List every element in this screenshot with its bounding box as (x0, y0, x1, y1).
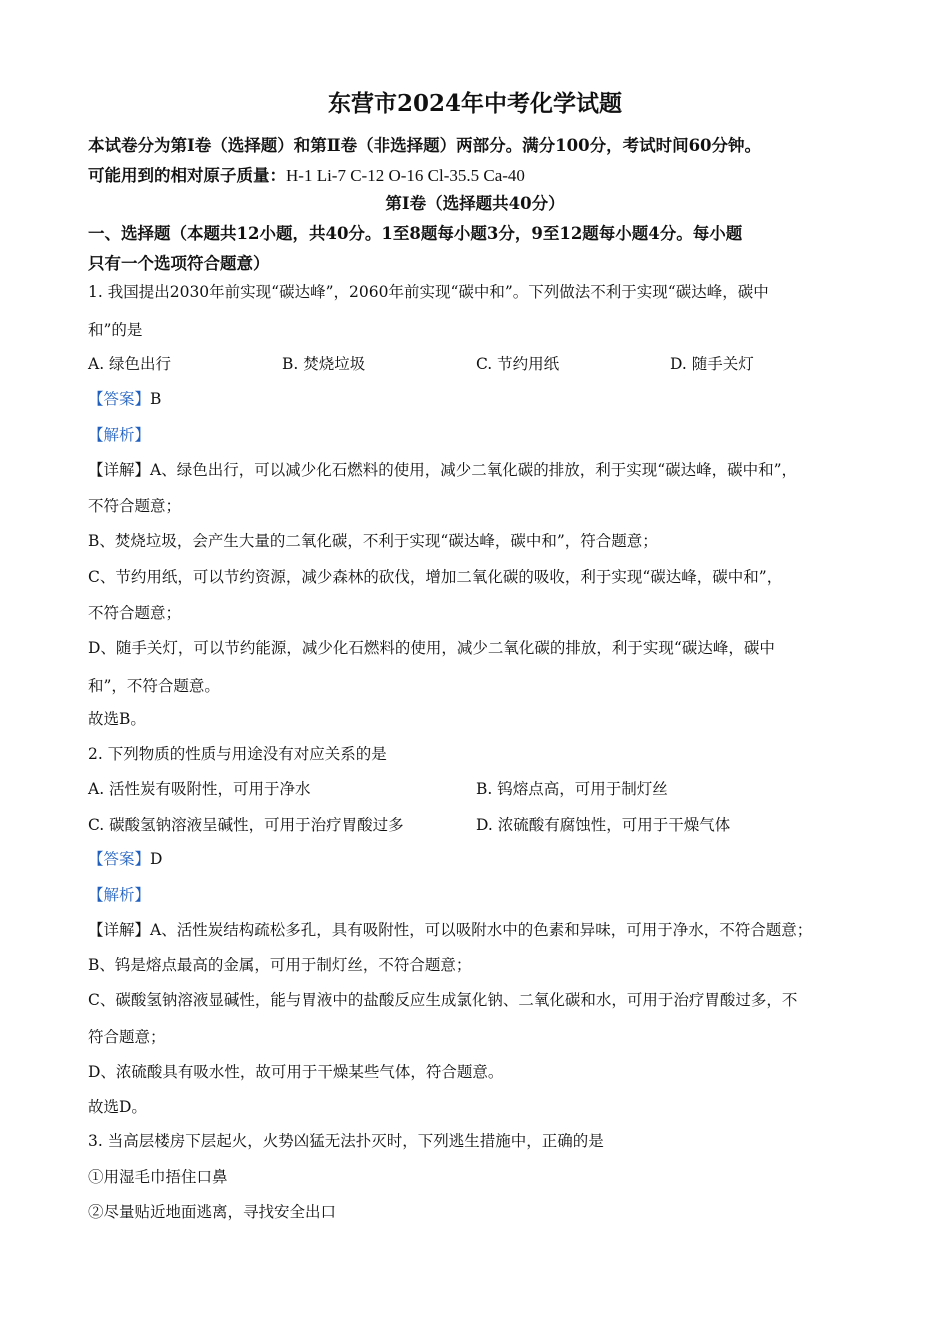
q2-option-c: C. 碳酸氢钠溶液呈碱性，可用于治疗胃酸过多 (88, 816, 404, 834)
q1-detail-a2: 不符合题意； (88, 497, 182, 515)
atomic-mass-line (88, 165, 525, 187)
detail-tag: 【详解】 (88, 461, 151, 479)
q2-detail-c2: 符合题意； (88, 1028, 166, 1046)
q2-answer-value: D (150, 850, 163, 868)
atomic-mass-values: H-1 Li-7 C-12 O-16 Cl-35.5 Ca-40 (286, 166, 525, 185)
q1-detail-d2: 和”，不符合题意。 (88, 677, 220, 695)
analysis-tag: 【解析】 (88, 886, 151, 904)
q2-option-b: B. 钨熔点高，可用于制灯丝 (476, 780, 668, 798)
q2-detail-a (88, 919, 812, 941)
q2-option-d: D. 浓硫酸有腐蚀性，可用于干燥气体 (476, 816, 731, 834)
q2-stem: 2. 下列物质的性质与用途没有对应关系的是 (88, 745, 387, 763)
q1-detail-a1-text: A、绿色出行，可以减少化石燃料的使用，减少二氧化碳的排放，利于实现“碳达峰，碳中和”， (150, 461, 798, 479)
q3-item-1: ①用湿毛巾捂住口鼻 (88, 1168, 228, 1186)
page-title: 东营市2024年中考化学试题 (327, 90, 622, 117)
atomic-mass-label: 可能用到的相对原子质量： (88, 166, 286, 185)
q2-option-a: A. 活性炭有吸附性，可用于净水 (88, 780, 311, 798)
q1-option-a: A. 绿色出行 (88, 355, 172, 373)
q1-detail-b: B、焚烧垃圾，会产生大量的二氧化碳，不利于实现“碳达峰，碳中和”，符合题意； (88, 532, 658, 550)
q2-detail-b: B、钨是熔点最高的金属，可用于制灯丝，不符合题意； (88, 956, 472, 974)
q2-detail-c1: C、碳酸氢钠溶液显碱性，能与胃液中的盐酸反应生成氯化钠、二氧化碳和水，可用于治疗胃酸过多，不 (88, 991, 798, 1009)
q1-detail-c2: 不符合题意； (88, 604, 182, 622)
q2-detail-d: D、浓硫酸具有吸水性，故可用于干燥某些气体，符合题意。 (88, 1063, 504, 1081)
q2-analysis (88, 884, 150, 906)
section-title: 第I卷（选择题共40分） (385, 194, 565, 213)
analysis-tag: 【解析】 (88, 426, 151, 444)
q1-option-d: D. 随手关灯 (670, 355, 754, 373)
q1-detail-d1: D、随手关灯，可以节约能源，减少化石燃料的使用，减少二氧化碳的排放，利于实现“碳达峰，碳中 (88, 639, 775, 657)
exam-intro: 本试卷分为第I卷（选择题）和第Ⅱ卷（非选择题）两部分。满分100分，考试时间60分钟。 (88, 136, 762, 155)
q1-option-c: C. 节约用纸 (476, 355, 560, 373)
answer-tag: 【答案】 (88, 390, 151, 408)
answer-tag: 【答案】 (88, 850, 151, 868)
detail-tag: 【详解】 (88, 921, 151, 939)
q1-answer (88, 388, 161, 410)
q2-conclusion: 故选D。 (88, 1098, 147, 1116)
q2-answer (88, 848, 162, 870)
part1-heading-line1: 一、选择题（本题共12小题，共40分。1至8题每小题3分，9至12题每小题4分。每小题 (88, 224, 743, 243)
q1-conclusion: 故选B。 (88, 710, 146, 728)
q1-answer-value: B (150, 390, 162, 408)
q1-detail-a1 (88, 459, 797, 481)
part1-heading-line2: 只有一个选项符合题意） (88, 254, 270, 273)
q1-stem-line1: 1. 我国提出2030年前实现“碳达峰”，2060年前实现“碳中和”。下列做法不利于实现“碳达峰，碳中 (88, 283, 769, 301)
q3-item-2: ②尽量贴近地面逃离，寻找安全出口 (88, 1203, 337, 1221)
q2-detail-a-text: A、活性炭结构疏松多孔，具有吸附性，可以吸附水中的色素和异味，可用于净水，不符合题意； (150, 921, 813, 939)
q1-stem-line2: 和”的是 (88, 321, 143, 339)
q1-detail-c1: C、节约用纸，可以节约资源，减少森林的砍伐，增加二氧化碳的吸收，利于实现“碳达峰，碳中和”， (88, 568, 783, 586)
q1-analysis (88, 424, 150, 446)
q1-option-b: B. 焚烧垃圾 (282, 355, 366, 373)
q3-stem: 3. 当高层楼房下层起火，火势凶猛无法扑灭时，下列逃生措施中，正确的是 (88, 1132, 604, 1150)
